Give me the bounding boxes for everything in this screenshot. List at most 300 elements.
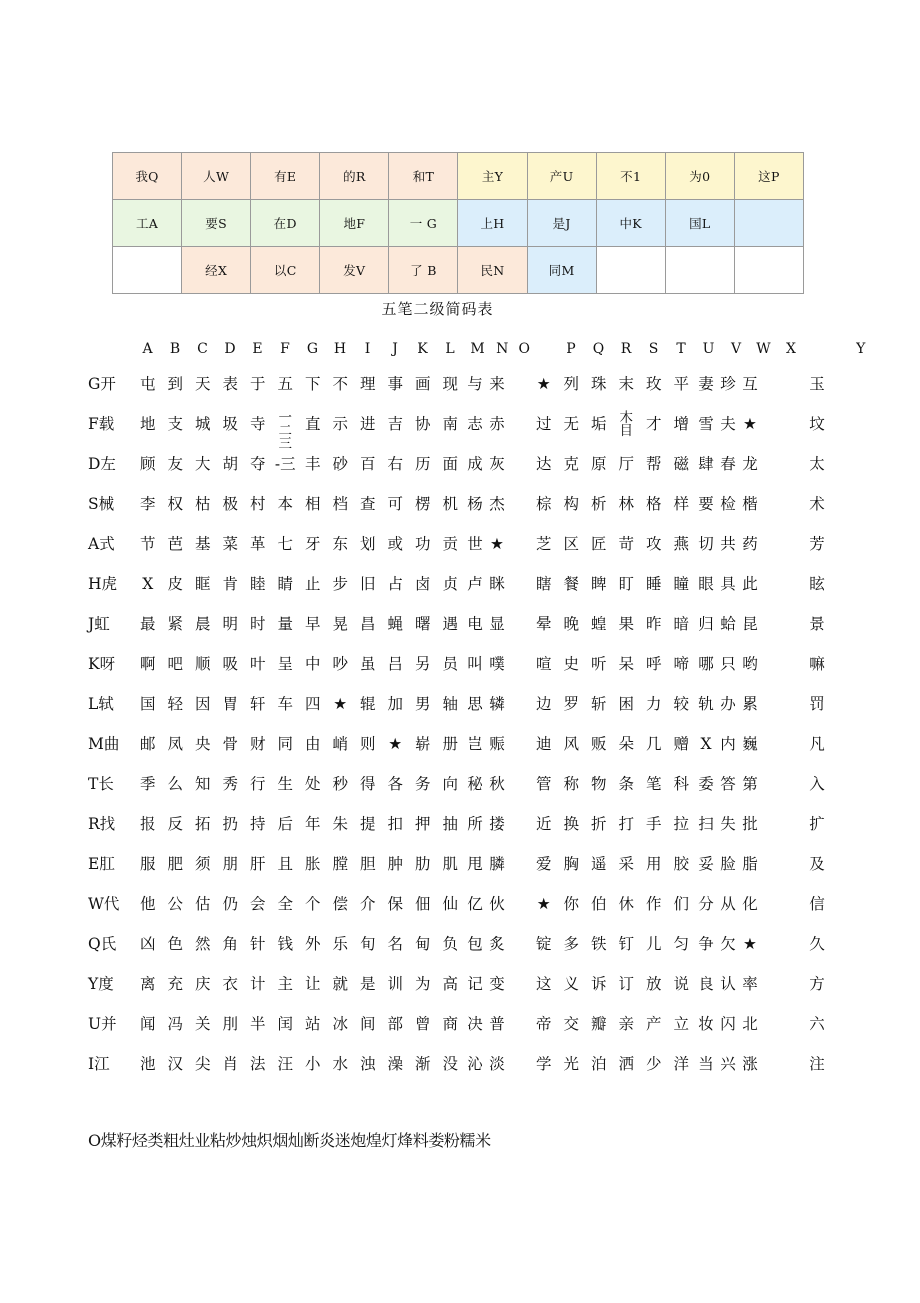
grid-cell: 估 (194, 895, 211, 913)
grid-cell: 则 (359, 735, 376, 753)
grid-row-key: Q氏 (88, 935, 117, 953)
grid-cell: 瓣 (590, 1015, 607, 1033)
grid-cell: 生 (277, 775, 293, 793)
grid-cell: 占 (387, 575, 403, 593)
grid-cell: 轨 (698, 695, 714, 713)
grid-cell: 亿 (467, 895, 483, 913)
grid-cell: 胡 (222, 455, 238, 473)
table-caption (0, 298, 920, 319)
key-cell[interactable]: 了 B (389, 247, 458, 294)
grid-row (88, 570, 832, 610)
grid-cell: 色 (167, 935, 183, 953)
grid-cell: 少 (645, 1055, 662, 1073)
grid-cell: 匠 (590, 535, 607, 553)
grid-cell: 四 (304, 695, 321, 713)
grid-cell: 分 (698, 895, 714, 913)
key-cell[interactable]: 一 G (389, 200, 458, 247)
grid-cell: 不 (332, 375, 348, 393)
grid-cell: 右 (387, 455, 403, 473)
key-cell[interactable]: 工A (113, 200, 182, 247)
grid-cell: 钱 (277, 935, 293, 953)
grid-cell: 各 (387, 775, 403, 793)
grid-cell: 构 (563, 495, 579, 513)
grid-cell: 中 (304, 655, 321, 673)
grid-row (88, 810, 832, 850)
grid-header-cell: S (648, 341, 659, 357)
grid-header-cell: G (306, 341, 319, 357)
grid-cell: 几 (645, 735, 662, 753)
key-cell[interactable]: 主Y (458, 153, 527, 200)
key-cell[interactable]: 以C (251, 247, 320, 294)
grid-cell: 冯 (167, 1015, 183, 1033)
grid-cell: 他 (139, 895, 156, 913)
grid-cell: 林 (618, 495, 634, 513)
grid-cell: 是 (359, 975, 376, 993)
grid-cell: 休 (618, 895, 634, 913)
key-cell-empty (596, 247, 665, 294)
grid-cell: 睦 (249, 575, 266, 593)
grid-cell: 功 (414, 535, 431, 553)
grid-cell: 车 (277, 695, 293, 713)
grid-cell-tail: 注 (809, 1055, 825, 1073)
key-cell[interactable]: 人W (182, 153, 251, 200)
grid-row-cells (134, 410, 837, 451)
grid-row (88, 490, 832, 530)
grid-cell: 蝗 (590, 615, 607, 633)
grid-cell: 芝 (535, 535, 552, 553)
grid-cell: 只 (720, 655, 736, 673)
grid-cell: 村 (249, 495, 266, 513)
grid-cell: 析 (590, 495, 607, 513)
grid-cell: 答 (720, 775, 736, 793)
grid-cell: 或 (387, 535, 403, 553)
grid-cell: 炙 (489, 935, 505, 953)
key-cell[interactable]: 这P (734, 153, 803, 200)
grid-cell: 轴 (442, 695, 458, 713)
grid-cell: 秘 (467, 775, 483, 793)
grid-cell: 乐 (332, 935, 348, 953)
grid-cell-tail: 久 (809, 935, 825, 953)
grid-row-key: W代 (88, 895, 120, 913)
grid-row-cells (134, 650, 837, 678)
grid-row-key: Y度 (88, 975, 114, 993)
grid-cell: 档 (332, 495, 348, 513)
grid-cell: 曾 (414, 1015, 431, 1033)
grid-cell: 顾 (139, 455, 156, 473)
grid-cell: 遇 (442, 615, 458, 633)
grid-cell: 直 (304, 415, 321, 433)
grid-cell: 机 (442, 495, 458, 513)
grid-cell: 呆 (618, 655, 634, 673)
grid-cell: 叶 (249, 655, 266, 673)
grid-cell: 止 (304, 575, 321, 593)
grid-cell: 交 (563, 1015, 579, 1033)
grid-cell: 表 (222, 375, 238, 393)
grid-cell: 兴 (720, 1055, 736, 1073)
grid-cell: 委 (698, 775, 714, 793)
grid-cell: 叫 (467, 655, 483, 673)
grid-cell: 龙 (742, 455, 758, 473)
grid-cell: 可 (387, 495, 403, 513)
grid-cell: ★ (388, 735, 403, 753)
key-cell[interactable]: 国L (665, 200, 734, 247)
grid-cell: 泊 (590, 1055, 607, 1073)
grid-cell: 包 (467, 935, 483, 953)
grid-cell: 庆 (194, 975, 211, 993)
grid-row-cells (134, 770, 837, 798)
grid-cell: 汉 (167, 1055, 183, 1073)
grid-cell: 没 (442, 1055, 458, 1073)
grid-cell: 计 (249, 975, 266, 993)
grid-cell: 训 (387, 975, 403, 993)
grid-cell: 珠 (590, 375, 607, 393)
grid-cell: 楷 (742, 495, 758, 513)
caption-text: 五笔二级简码表 (381, 300, 494, 318)
key-cell-empty (113, 247, 182, 294)
grid-cell: 央 (194, 735, 211, 753)
grid-cell: 末 (618, 375, 634, 393)
grid-cell: 棕 (535, 495, 552, 513)
grid-cell: 蛤 (720, 615, 736, 633)
grid-cell: 早 (304, 615, 321, 633)
grid-cell: 行 (249, 775, 266, 793)
grid-cell: 困 (618, 695, 634, 713)
grid-cell: 后 (277, 815, 293, 833)
grid-cell: 说 (673, 975, 689, 993)
grid-cell: 第 (742, 775, 758, 793)
grid-cell: 向 (442, 775, 458, 793)
grid-cell: 皮 (167, 575, 183, 593)
grid-cell: 然 (194, 935, 211, 953)
grid-row (88, 890, 832, 930)
grid-cell: 报 (139, 815, 156, 833)
grid-cell: 欠 (720, 935, 736, 953)
keyboard-table (112, 152, 804, 294)
simplified-code-grid (88, 336, 866, 1090)
grid-cell: 妥 (698, 855, 714, 873)
grid-row (88, 410, 832, 450)
grid-row-key: M曲 (88, 735, 120, 753)
grid-row (88, 730, 832, 770)
key-cell-empty (734, 247, 803, 294)
grid-cell: 朋 (222, 855, 238, 873)
grid-cell: 辊 (359, 695, 376, 713)
grid-cell: 旧 (359, 575, 376, 593)
grid-cell: 洒 (618, 1055, 634, 1073)
grid-cell: 产 (645, 1015, 662, 1033)
key-cell[interactable]: 民N (458, 247, 527, 294)
grid-cell: 寺 (249, 415, 266, 433)
grid-cell: 较 (673, 695, 689, 713)
grid-cell: 列 (563, 375, 579, 393)
grid-cell: 现 (442, 375, 458, 393)
grid-cell: 凶 (139, 935, 156, 953)
grid-cell: 反 (167, 815, 183, 833)
grid-cell: 充 (167, 975, 183, 993)
grid-cell: 抽 (442, 815, 458, 833)
grid-cell: 澡 (387, 1055, 403, 1073)
grid-cell-tail: 六 (809, 1015, 825, 1033)
grid-cell: 世 (467, 535, 483, 553)
grid-row-key: F载 (88, 415, 115, 433)
grid-row-O: O煤籽烃类粗灶业粘炒烛炽烟灿断炎迷炮煌灯烽料娄粉糯米 (88, 1131, 491, 1150)
grid-cell: 牙 (304, 535, 321, 553)
key-cell[interactable]: 为0 (665, 153, 734, 200)
grid-cell: 让 (304, 975, 321, 993)
grid-cell: 面 (442, 455, 458, 473)
stacked-glyph: 木 (619, 410, 633, 426)
grid-cell: 显 (489, 615, 505, 633)
grid-cell (272, 410, 300, 451)
grid-cell: 男 (414, 695, 431, 713)
grid-cell: 画 (414, 375, 431, 393)
grid-cell: 管 (535, 775, 552, 793)
grid-cell-tail: 芳 (809, 535, 825, 553)
key-cell[interactable]: 在D (251, 200, 320, 247)
key-cell[interactable]: 地F (320, 200, 389, 247)
grid-cell: 辚 (489, 695, 505, 713)
grid-cell: 天 (194, 375, 211, 393)
grid-cell: 为 (414, 975, 431, 993)
grid-cell: 垢 (590, 415, 607, 433)
grid-cell: 紧 (167, 615, 183, 633)
grid-cell: 骨 (222, 735, 238, 753)
grid-header-cell: M (470, 341, 486, 357)
grid-cell: 杨 (467, 495, 483, 513)
grid-cell: 凤 (167, 735, 183, 753)
grid-row-key: L轼 (88, 695, 114, 713)
grid-cell: 多 (563, 935, 579, 953)
grid-cell: 迪 (535, 735, 552, 753)
grid-header-row (88, 336, 866, 370)
grid-row-cells (134, 370, 837, 398)
grid-cell: 砂 (332, 455, 348, 473)
grid-cell: 杰 (489, 495, 505, 513)
grid-cell: 帮 (645, 455, 662, 473)
grid-cell: 膛 (332, 855, 348, 873)
grid-cell: 区 (563, 535, 579, 553)
key-cell[interactable]: 是J (527, 200, 596, 247)
grid-cell: 晃 (332, 615, 348, 633)
keyboard-row-3 (113, 247, 804, 294)
grid-cell: 闰 (277, 1015, 293, 1033)
grid-cell: 扣 (387, 815, 403, 833)
grid-cell: 膦 (489, 855, 505, 873)
key-cell[interactable]: 我Q (113, 153, 182, 200)
grid-header-cell-tail: Y (856, 341, 866, 357)
grid-cell: 格 (645, 495, 662, 513)
grid-cell: 吸 (222, 655, 238, 673)
grid-row-cells (134, 810, 837, 838)
grid-cell: 睡 (645, 575, 662, 593)
grid-cell: 史 (563, 655, 579, 673)
grid-header-cell: E (252, 341, 264, 357)
grid-cell: 蝇 (387, 615, 403, 633)
grid-cell: 拓 (194, 815, 211, 833)
grid-cell: 餐 (563, 575, 579, 593)
grid-cell: 押 (414, 815, 431, 833)
grid-cell: 要 (698, 495, 714, 513)
grid-cell: 贡 (442, 535, 458, 553)
grid-row-key: H虎 (88, 575, 118, 593)
key-cell[interactable]: 同M (527, 247, 596, 294)
key-cell[interactable]: 的R (320, 153, 389, 200)
keyboard-layout-table (112, 152, 804, 294)
grid-row (88, 370, 832, 410)
grid-cell: 季 (139, 775, 156, 793)
grid-cell: 法 (249, 1055, 266, 1073)
grid-cell: 须 (194, 855, 211, 873)
grid-header-cell: R (620, 341, 632, 357)
grid-header-cell: X (786, 341, 797, 357)
grid-cell: 才 (645, 415, 662, 433)
grid-row-key: J虹 (88, 615, 110, 633)
stacked-glyph: 三 (278, 436, 292, 452)
grid-cell: X (700, 735, 712, 753)
stacked-glyph: 二 (278, 423, 292, 439)
grid-cell: 由 (304, 735, 321, 753)
grid-row-cells (134, 570, 837, 598)
grid-cell: 节 (139, 535, 156, 553)
grid-cell: 帝 (535, 1015, 552, 1033)
grid-cell: 呈 (277, 655, 293, 673)
grid-row-cells (134, 1010, 837, 1038)
grid-cell: 因 (194, 695, 211, 713)
grid-cell: 同 (277, 735, 293, 753)
key-cell[interactable]: 要S (182, 200, 251, 247)
grid-header-cell: K (417, 341, 429, 357)
key-cell[interactable]: 和T (389, 153, 458, 200)
grid-cell: 时 (249, 615, 266, 633)
grid-cell: 肥 (167, 855, 183, 873)
key-cell[interactable]: 产U (527, 153, 596, 200)
key-cell[interactable]: 上H (458, 200, 527, 247)
grid-cell-tail: 凡 (809, 735, 825, 753)
grid-cell: 呼 (645, 655, 662, 673)
key-cell[interactable]: 发V (320, 247, 389, 294)
grid-cell: 秀 (222, 775, 238, 793)
grid-cell: 笔 (645, 775, 662, 793)
grid-cell: 名 (387, 935, 403, 953)
grid-cell: 北 (742, 1015, 758, 1033)
grid-cell: 当 (698, 1055, 714, 1073)
grid-cell: 铁 (590, 935, 607, 953)
grid-cell: 记 (467, 975, 483, 993)
grid-cell: 这 (535, 975, 552, 993)
grid-cell: 量 (277, 615, 293, 633)
grid-cell: 外 (304, 935, 321, 953)
grid-cell: 五 (277, 375, 293, 393)
grid-cell: 换 (563, 815, 579, 833)
grid-cell: 认 (720, 975, 736, 993)
grid-cell: 个 (304, 895, 321, 913)
grid-row (88, 1050, 832, 1090)
grid-cell: 卢 (467, 575, 483, 593)
grid-cell: 雪 (698, 415, 714, 433)
grid-row-key: A式 (88, 535, 115, 553)
grid-cell: 处 (304, 775, 321, 793)
grid-cell: 肋 (414, 855, 431, 873)
grid-cell: 睛 (277, 575, 293, 593)
key-cell[interactable]: 中K (596, 200, 665, 247)
grid-cell: 负 (442, 935, 458, 953)
grid-cell: 本 (277, 495, 293, 513)
grid-cell: 虽 (359, 655, 376, 673)
grid-cell: 离 (139, 975, 156, 993)
keyboard-row-1 (113, 153, 804, 200)
grid-cell: 服 (139, 855, 156, 873)
grid-row (88, 450, 832, 490)
grid-cell: -三 (274, 455, 296, 473)
grid-cell: 夺 (249, 455, 266, 473)
key-cell[interactable]: 经X (182, 247, 251, 294)
grid-cell: 革 (249, 535, 266, 553)
grid-cell: 样 (673, 495, 689, 513)
grid-cell-tail: 罚 (809, 695, 825, 713)
stacked-glyph: 目 (619, 423, 633, 439)
grid-cell: 灰 (489, 455, 505, 473)
grid-cell: 达 (535, 455, 552, 473)
grid-cell: 秋 (489, 775, 505, 793)
grid-cell: 顺 (194, 655, 211, 673)
grid-cell: ★ (743, 415, 757, 433)
grid-cell: 志 (467, 415, 483, 433)
key-cell[interactable]: 有E (251, 153, 320, 200)
grid-cell: 示 (332, 415, 348, 433)
grid-header-cells (134, 336, 881, 362)
grid-cell: 划 (359, 535, 376, 553)
grid-cell-tail: 方 (809, 975, 825, 993)
grid-row-cells (134, 730, 837, 758)
grid-cell: ★ (490, 535, 504, 553)
grid-cell: 良 (698, 975, 714, 993)
grid-cell: 持 (249, 815, 266, 833)
grid-cell: 果 (618, 615, 634, 633)
grid-cell: 关 (194, 1015, 211, 1033)
grid-row-cells (134, 970, 837, 998)
grid-cell: 赈 (489, 735, 505, 753)
grid-cell: 立 (673, 1015, 689, 1033)
grid-cell: 匀 (673, 935, 689, 953)
grid-cell: 来 (489, 375, 505, 393)
grid-row-cells (134, 890, 837, 918)
grid-row (88, 850, 832, 890)
key-cell[interactable]: 不1 (596, 153, 665, 200)
grid-cell: 此 (742, 575, 758, 593)
grid-cell: 喧 (535, 655, 552, 673)
grid-header-cell: I (364, 341, 371, 357)
grid-row-cells (134, 1050, 837, 1078)
grid-header-cell: V (730, 341, 742, 357)
grid-cell: 义 (563, 975, 579, 993)
grid-cell: 归 (698, 615, 714, 633)
grid-header-cell: A (142, 341, 154, 357)
grid-cell: 崭 (414, 735, 431, 753)
grid-cell: 保 (387, 895, 403, 913)
grid-row-cells (134, 490, 837, 518)
grid-cell: 汪 (277, 1055, 293, 1073)
grid-row-key: E肛 (88, 855, 115, 873)
grid-cell: 平 (673, 375, 689, 393)
grid-cell: 角 (222, 935, 238, 953)
grid-cell: 亲 (618, 1015, 634, 1033)
grid-cell: 放 (645, 975, 662, 993)
grid-cell: 化 (742, 895, 758, 913)
grid-header-cell: U (702, 341, 715, 357)
grid-cell: 昆 (742, 615, 758, 633)
grid-cell: 吕 (387, 655, 403, 673)
grid-cell: 苛 (618, 535, 634, 553)
